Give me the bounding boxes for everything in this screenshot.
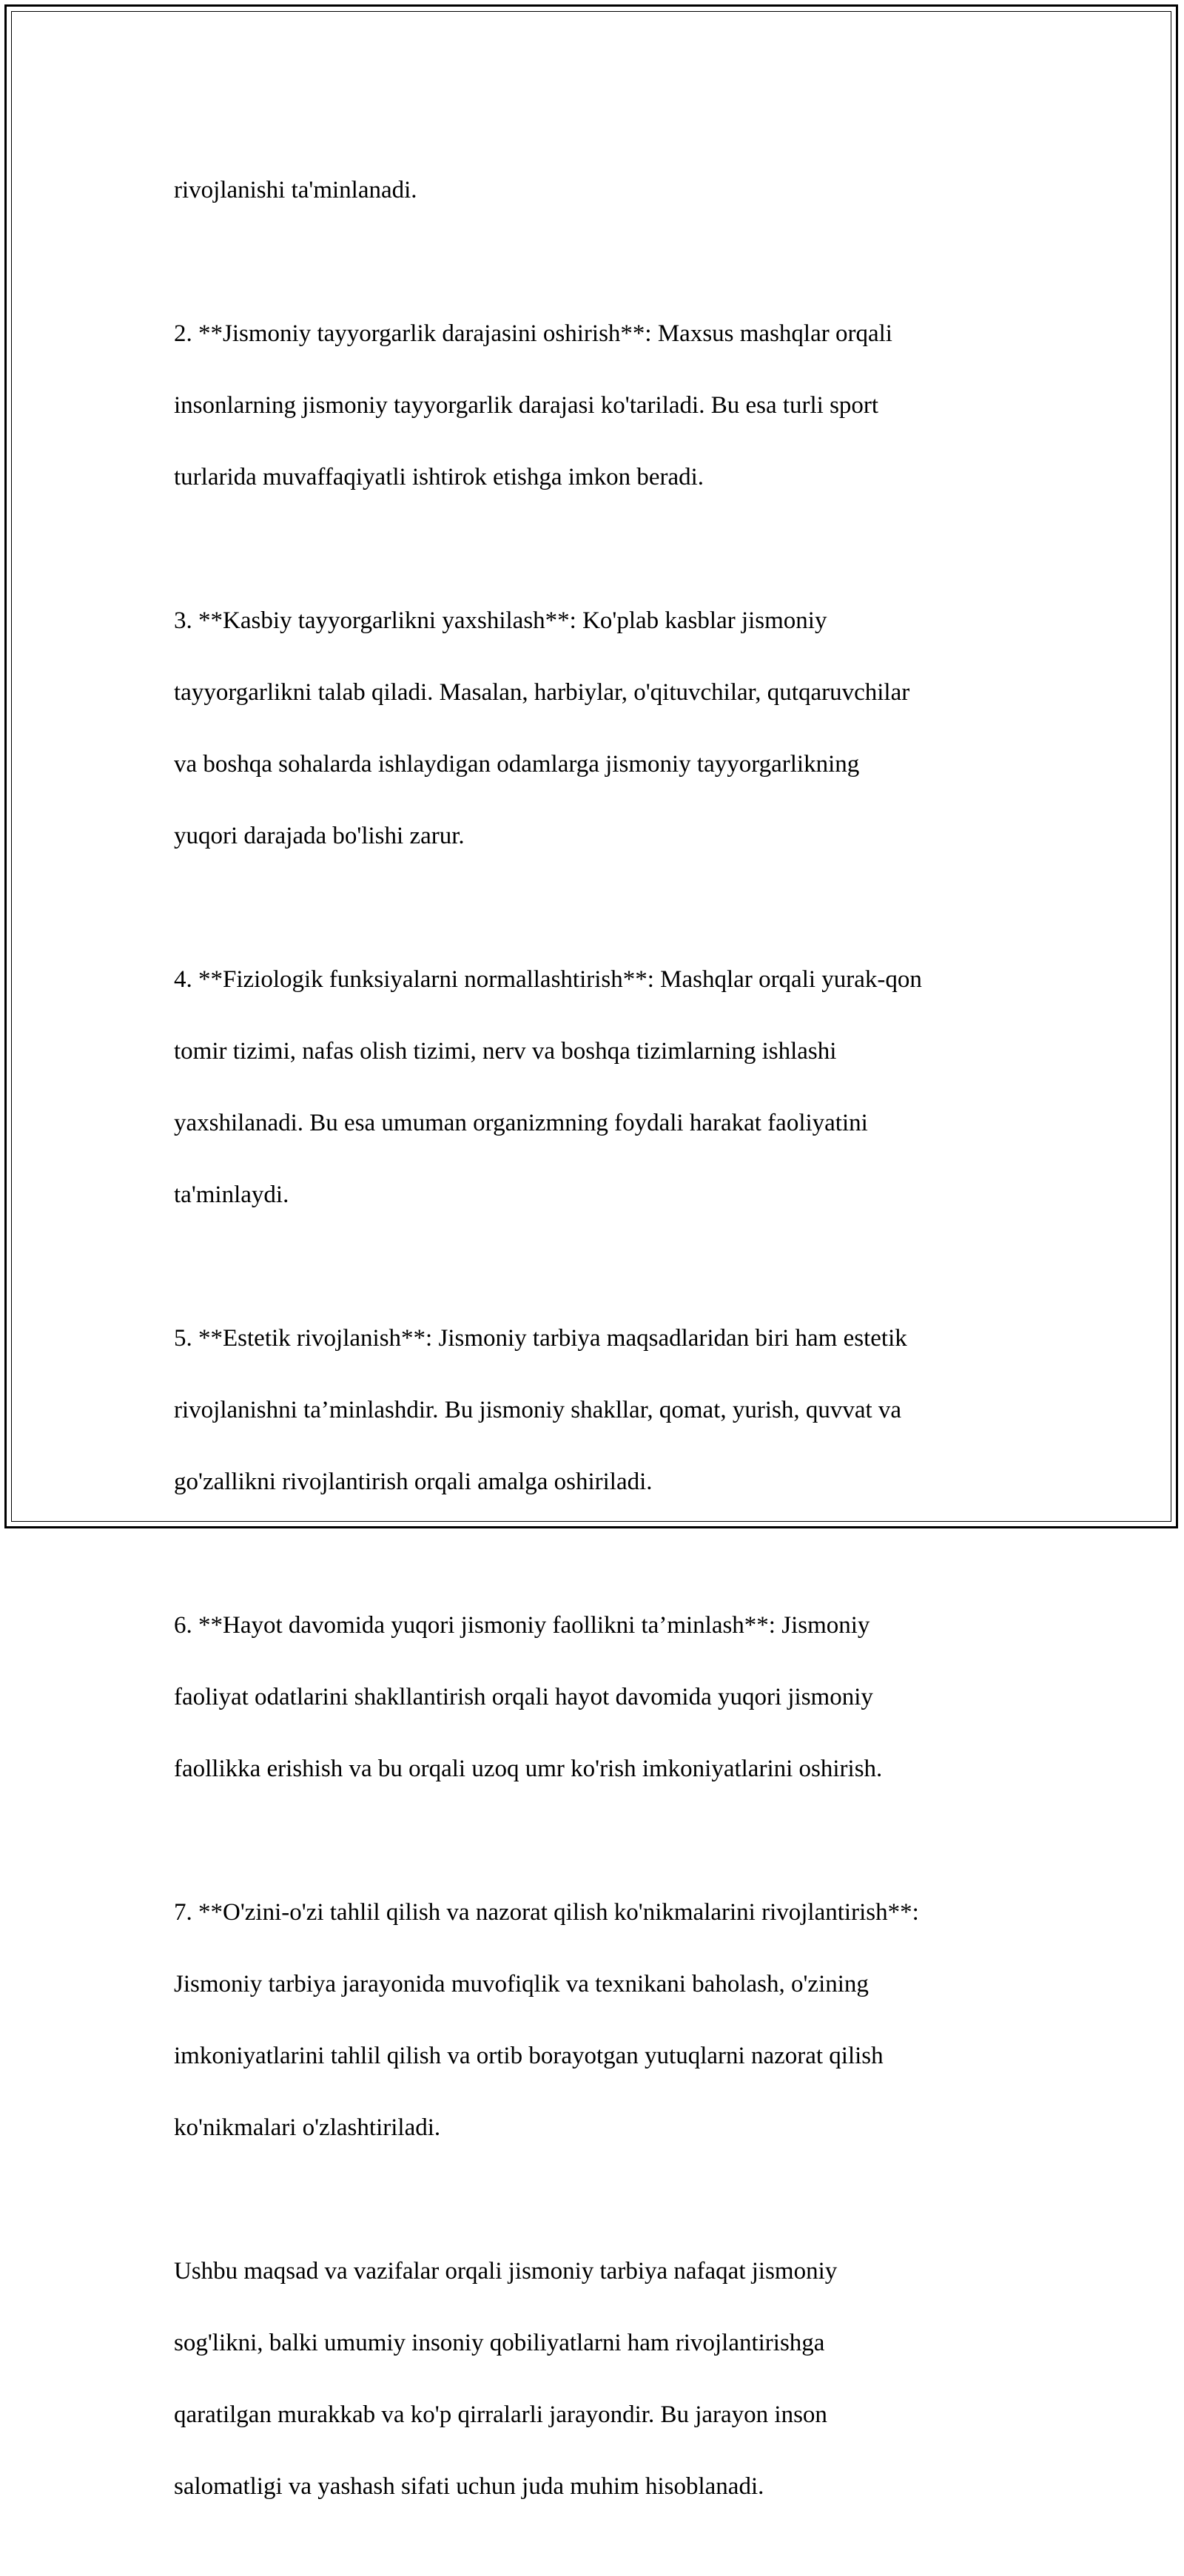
paragraph-item-6 (174, 1571, 1018, 1823)
text-line: Jismoniy tarbiya jarayonida muvofiqlik va texnikani baholash, o'zining (174, 1970, 869, 1997)
paragraph-item-5 (174, 1284, 1018, 1536)
text-line: faollikka erishish va bu orqali uzoq umr ko'rish imkoniyatlarini oshirish. (174, 1755, 883, 1782)
text-line: faoliyat odatlarini shakllantirish orqali hayot davomida yuqori jismoniy (174, 1683, 873, 1710)
paragraph-item-3 (174, 567, 1018, 890)
paragraph-conclusion (174, 2217, 1018, 2540)
text-line: 3. **Kasbiy tayyorgarlikni yaxshilash**: Ko'plab kasblar jismoniy (174, 607, 827, 634)
text-line: 6. **Hayot davomida yuqori jismoniy faollikni ta’minlash**: Jismoniy (174, 1611, 870, 1639)
text-line: yaxshilanadi. Bu esa umuman organizmning foydali harakat faoliyatini (174, 1109, 868, 1136)
text-line: turlarida muvaffaqiyatli ishtirok etishga imkon beradi. (174, 463, 704, 490)
text-line: qaratilgan murakkab va ko'p qirralarli jarayondir. Bu jarayon inson (174, 2401, 827, 2428)
text-line: rivojlanishi ta'minlanadi. (174, 176, 417, 203)
text-line: 5. **Estetik rivojlanish**: Jismoniy tarbiya maqsadlaridan biri ham estetik (174, 1324, 907, 1352)
text-line: 4. **Fiziologik funksiyalarni normallashtirish**: Mashqlar orqali yurak-qon (174, 965, 922, 993)
paragraph-item-2 (174, 280, 1018, 531)
text-line: sog'likni, balki umumiy insoniy qobiliyatlarni ham rivojlantirishga (174, 2329, 825, 2356)
text-line: imkoniyatlarini tahlil qilish va ortib borayotgan yutuqlarni nazorat qilish (174, 2042, 884, 2069)
text-line: tomir tizimi, nafas olish tizimi, nerv va boshqa tizimlarning ishlashi (174, 1037, 837, 1065)
text-line: Ushbu maqsad va vazifalar orqali jismoniy tarbiya nafaqat jismoniy (174, 2257, 838, 2285)
text-line: salomatligi va yashash sifati uchun juda muhim hisoblanadi. (174, 2472, 764, 2500)
text-line: ta'minlaydi. (174, 1181, 289, 1208)
text-line: insonlarning jismoniy tayyorgarlik darajasi ko'tariladi. Bu esa turli sport (174, 391, 879, 419)
text-line: ko'nikmalari o'zlashtiriladi. (174, 2114, 441, 2141)
text-line: rivojlanishni ta’minlashdir. Bu jismoniy shakllar, qomat, yurish, quvvat va (174, 1396, 902, 1423)
text-line: 7. **O'zini-o'zi tahlil qilish va nazorat qilish ko'nikmalarini rivojlantirish**: (174, 1898, 919, 1926)
paragraph-item-7 (174, 1858, 1018, 2182)
document-body (174, 136, 1018, 2576)
text-line: yuqori darajada bo'lishi zarur. (174, 822, 465, 849)
paragraph-item-4 (174, 925, 1018, 1249)
text-line: tayyorgarlikni talab qiladi. Masalan, harbiylar, o'qituvchilar, qutqaruvchilar (174, 678, 910, 706)
text-line: go'zallikni rivojlantirish orqali amalga oshiriladi. (174, 1468, 653, 1495)
text-line: va boshqa sohalarda ishlaydigan odamlarga jismoniy tayyorgarlikning (174, 750, 860, 778)
paragraph-continuation (174, 136, 1018, 244)
text-line: 2. **Jismoniy tayyorgarlik darajasini oshirish**: Maxsus mashqlar orqali (174, 320, 892, 347)
